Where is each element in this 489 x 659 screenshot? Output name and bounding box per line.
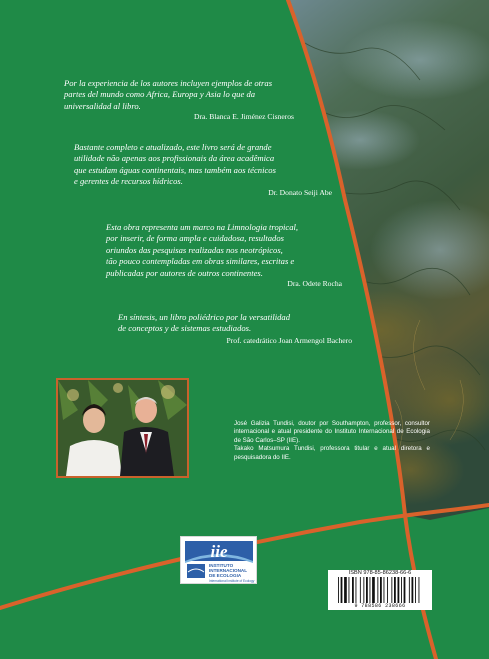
publisher-logo-mark-text: iie <box>210 542 228 561</box>
authors-photo-image <box>58 380 187 476</box>
authors-bio-text: José Galizia Tundisi, doutor por Southampton, professor, consultor internacional e atual presidente do Instituto Internacional de Ecologia de São Carlos–SP (IIE). Takako Matsumura Tundisi, professora titular e atual diretora e pesquisadora do IIE. <box>234 420 430 461</box>
review-quote-3 <box>106 222 342 289</box>
review-quote-2-author: Dr. Donato Seiji Abe <box>268 187 332 197</box>
isbn-label: ISBN 978-85-86238-66-6 <box>328 570 432 577</box>
review-quote-4-author: Prof. catedrático Joan Armengol Bachero <box>226 335 352 345</box>
review-quote-1-author: Dra. Blanca E. Jiménez Cisneros <box>194 112 294 122</box>
publisher-logo <box>180 536 257 584</box>
authors-photo <box>56 378 189 478</box>
isbn-barcode <box>328 570 432 610</box>
review-quote-4 <box>118 312 352 346</box>
review-quote-1-text: Por la experiencia de los autores incluyen ejemplos de otras partes del mundo como Africa, Europa y Asia lo que da universalidad al libro. <box>64 78 273 111</box>
publisher-logo-subtitle: International Institute of Ecology <box>209 579 255 583</box>
review-quote-4-text: En síntesis, un libro poliédrico por la versatilidad de conceptos y de sistemas estudiados. <box>118 312 291 334</box>
review-quote-3-author: Dra. Odete Rocha <box>287 279 342 289</box>
review-quote-1 <box>64 78 294 122</box>
isbn-digits: 9 788586 238666 <box>354 603 406 609</box>
review-quote-2 <box>74 142 332 198</box>
review-quote-3-text: Esta obra representa um marco na Limnologia tropical, por inserir, de forma ampla e cuidadosa, resultados oriundos das pesquisas realizadas nos neotrópicos, tão pouco contempladas em obras similares, escritas e publicadas por autores de outros continentes. <box>106 222 299 278</box>
authors-bio <box>234 420 430 462</box>
publisher-logo-name: INSTITUTO INTERNACIONAL DE ECOLOGIA <box>209 563 248 579</box>
review-quote-2-text: Bastante completo e atualizado, este livro será de grande utilidade não apenas aos profissionais da área acadêmica que estudam águas continentais, mas também aos técnicos e gerentes de recursos hídricos. <box>74 142 276 187</box>
barcode-bars <box>328 577 432 603</box>
